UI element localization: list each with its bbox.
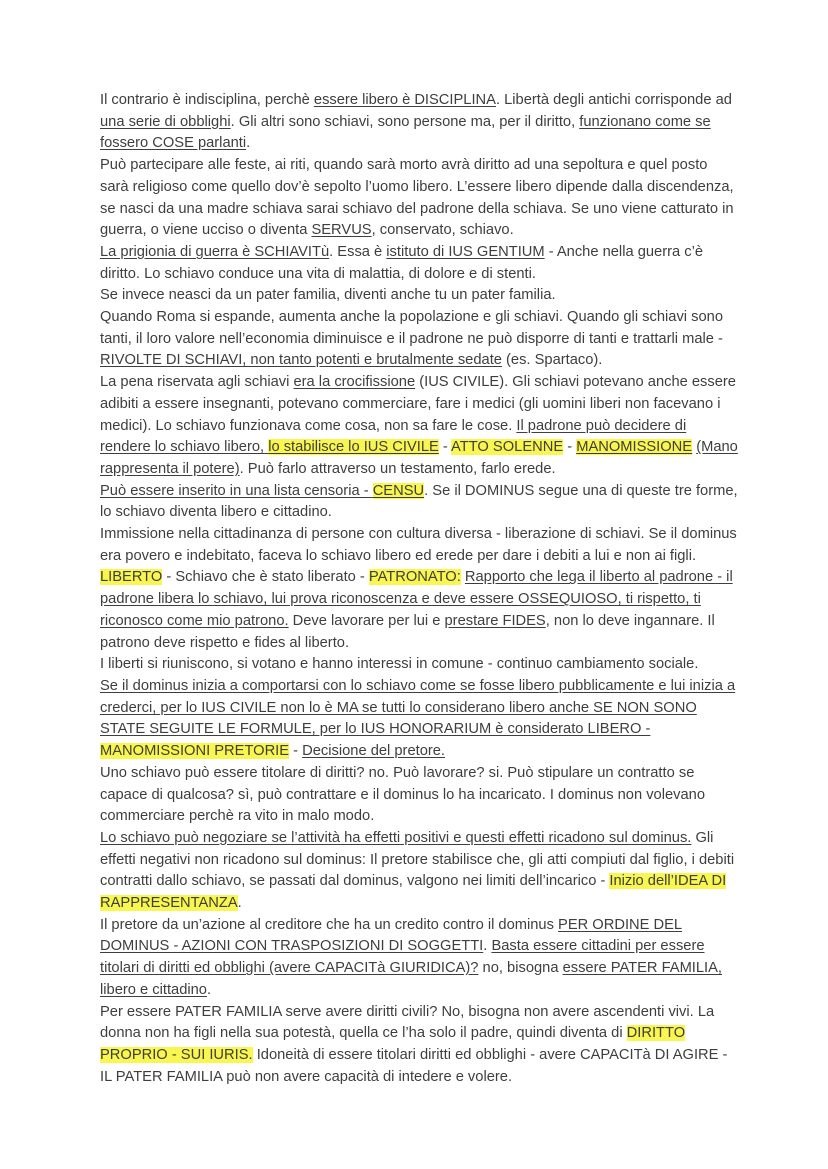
text-run: La prigionia di guerra è SCHIAVITù [100, 243, 330, 260]
text-run: . Può farlo attraverso un testamento, farlo erede. [239, 460, 556, 477]
text-run: Se il dominus inizia a comportarsi con lo schiavo come se fosse libero pubblicamente e lui inizia a crederci, per lo IUS CIVILE non lo è MA se tutti lo considerano libero anche SE NON SONO STATE SEGUITE LE FORMULE, per lo IUS HONORARIUM è considerato LIBERO - [100, 677, 736, 738]
text-run: - Schiavo che è stato liberato - [162, 569, 369, 586]
text-run: istituto di IUS GENTIUM [386, 243, 545, 260]
text-run: La pena riservata agli schiavi [100, 374, 294, 391]
text-run: RIVOLTE DI SCHIAVI, non tanto potenti e brutalmente sedate [100, 352, 502, 369]
text-run: Inizio dell’IDEA DI RAPPRESENTANZA [100, 873, 727, 912]
text-run: , conservato, schiavo. [371, 222, 514, 239]
text-run: . Se il DOMINUS segue una di queste tre forme, lo schiavo diventa libero e cittadino. [100, 482, 738, 521]
text-run: . [206, 981, 212, 998]
text-run: lo stabilisce lo IUS CIVILE [268, 439, 439, 456]
text-run: ATTO SOLENNE [451, 439, 564, 456]
text-run: Basta essere cittadini per essere titolari di diritti ed obblighi (avere CAPACITà GIURIDICA)? [100, 938, 705, 977]
text-run: Il contrario è indisciplina, perchè [100, 92, 314, 108]
paragraph [100, 242, 738, 285]
paragraph [100, 372, 738, 481]
paragraph [100, 481, 738, 524]
text-run: Il pretore da un’azione al creditore che ha un credito contro il dominus [100, 916, 559, 933]
text-run: (IUS CIVILE). Gli schiavi potevano anche essere adibiti a essere insegnanti, potevano commerciare, fare i medici (gli uomini liberi non facevano i medici). Lo schiavo funzionava come cosa, non sa fare le cose. [100, 374, 736, 434]
text-run: . Libertà degli antichi corrisponde ad [495, 92, 732, 108]
text-run: no, bisogna [478, 960, 563, 977]
paragraph [100, 763, 738, 828]
paragraph [100, 307, 738, 372]
text-run: Deve lavorare per lui e [288, 612, 445, 629]
paragraph [100, 155, 738, 242]
paragraph [100, 567, 738, 654]
text-run: - [563, 439, 577, 456]
paragraph [100, 285, 738, 307]
text-run: - [438, 439, 452, 456]
text-run: Gli effetti negativi non ricadono sul dominus: Il pretore stabilisce che, gli atti compiuti dal figlio, i debiti contratti dallo schiavo, se passati dal dominus, valgono nei limiti dell’incarico - [100, 829, 735, 890]
text-run: (es. Spartaco). [501, 352, 603, 369]
text-run: . [483, 938, 492, 955]
paragraph [100, 90, 738, 155]
text-run: era la crocifissione [293, 374, 416, 391]
text-run: PATRONATO: [368, 569, 461, 586]
text-run: Immissione nella cittadinanza di persone con cultura diversa - liberazione di schiavi. Se il dominus era povero e indebitato, faceva lo schiavo libero ed erede per dare i debiti a lui e non ai figli. [100, 526, 737, 564]
text-run: LIBERTO [100, 569, 163, 586]
text-run: CENSU [372, 482, 425, 499]
text-run: Uno schiavo può essere titolare di diritti? no. Può lavorare? si. Può stipulare un contratto se capace di qualcosa? sì, può contrattare e il dominus lo ha incaricato. I dominus non volevano commerciare perchè ra vito in malo modo. [100, 764, 705, 825]
text-run: Se invece neasci da un pater familia, diventi anche tu un pater familia. [100, 287, 556, 304]
paragraph [100, 828, 738, 915]
text-run: una serie di obblighi [100, 113, 231, 130]
text-run: Decisione del pretore. [302, 743, 445, 760]
text-run: DIRITTO PROPRIO - SUI IURIS. [100, 1025, 686, 1063]
text-run: Il padrone può decidere di rendere lo schiavo libero, [100, 417, 687, 456]
text-run: - [289, 743, 303, 760]
text-run: MANOMISSIONI PRETORIE [100, 743, 290, 760]
paragraph [100, 1002, 738, 1089]
text-run: , non lo deve ingannare. Il patrono deve rispetto e fides al liberto. [100, 612, 715, 651]
text-run: . Essa è [329, 243, 387, 260]
text-run: Può essere inserito in una lista censoria - [100, 482, 373, 499]
text-run: SERVUS [311, 222, 372, 239]
text-run: Può partecipare alle feste, ai riti, quando sarà morto avrà diritto ad una sepoltura e quel posto sarà religioso come quello dov’è sepolto l’uomo libero. L’essere libero dipende dalla discendenza, se nasci da una madre schiava sarai schiavo del padrone della schiava. Se uno viene catturato in guerra, o viene ucciso o diventa [100, 157, 734, 239]
text-run: Rapporto che lega il liberto al padrone - il padrone libera lo schiavo, lui prova riconoscenza e deve essere OSSEQUIOSO, ti rispetto, ti riconosco come mio patrono. [100, 569, 733, 629]
text-run: PER ORDINE DEL DOMINUS - AZIONI CON TRASPOSIZIONI DI SOGGETTI [100, 916, 683, 955]
text-run: Quando Roma si espande, aumenta anche la popolazione e gli schiavi. Quando gli schiavi sono tanti, il loro valore nell’economia diminuisce e il padrone ne può disporre di tanti e trattarli male - [100, 309, 723, 347]
paragraph [100, 524, 738, 567]
text-run: I liberti si riuniscono, si votano e hanno interessi in comune - continuo cambiamento sociale. [100, 656, 699, 673]
text-run: prestare FIDES [444, 612, 546, 629]
text-run: essere PATER FAMILIA, libero e cittadino [100, 960, 723, 998]
text-run: . Gli altri sono schiavi, sono persone ma, per il diritto, [230, 113, 580, 130]
paragraph [100, 654, 738, 676]
text-run: . [237, 895, 242, 912]
text-run: (Mano rappresenta il potere) [100, 439, 738, 477]
document-text [100, 90, 738, 1088]
text-run: - Anche nella guerra c’è diritto. Lo schiavo conduce una vita di malattia, di dolore e di stenti. [100, 243, 704, 282]
text-run: Per essere PATER FAMILIA serve avere diritti civili? No, bisogna non avere ascendenti vivi. La donna non ha figli nella sua potestà, quella ce l’ha solo il padre, quindi diventa di [100, 1003, 715, 1042]
text-run: essere libero è DISCIPLINA [313, 92, 496, 108]
paragraph [100, 676, 738, 763]
text-run: Idoneità di essere titolari diritti ed obblighi - avere CAPACITà DI AGIRE - IL PATER FAMILIA può non avere capacità di intedere e volere. [100, 1046, 728, 1085]
text-run: Lo schiavo può negoziare se l’attività ha effetti positivi e questi effetti ricadono sul dominus. [100, 829, 692, 846]
text-run: MANOMISSIONE [576, 439, 693, 456]
text-run: . [246, 135, 251, 152]
text-run: funzionano come se fossero COSE parlanti [100, 113, 711, 152]
paragraph [100, 915, 738, 1002]
